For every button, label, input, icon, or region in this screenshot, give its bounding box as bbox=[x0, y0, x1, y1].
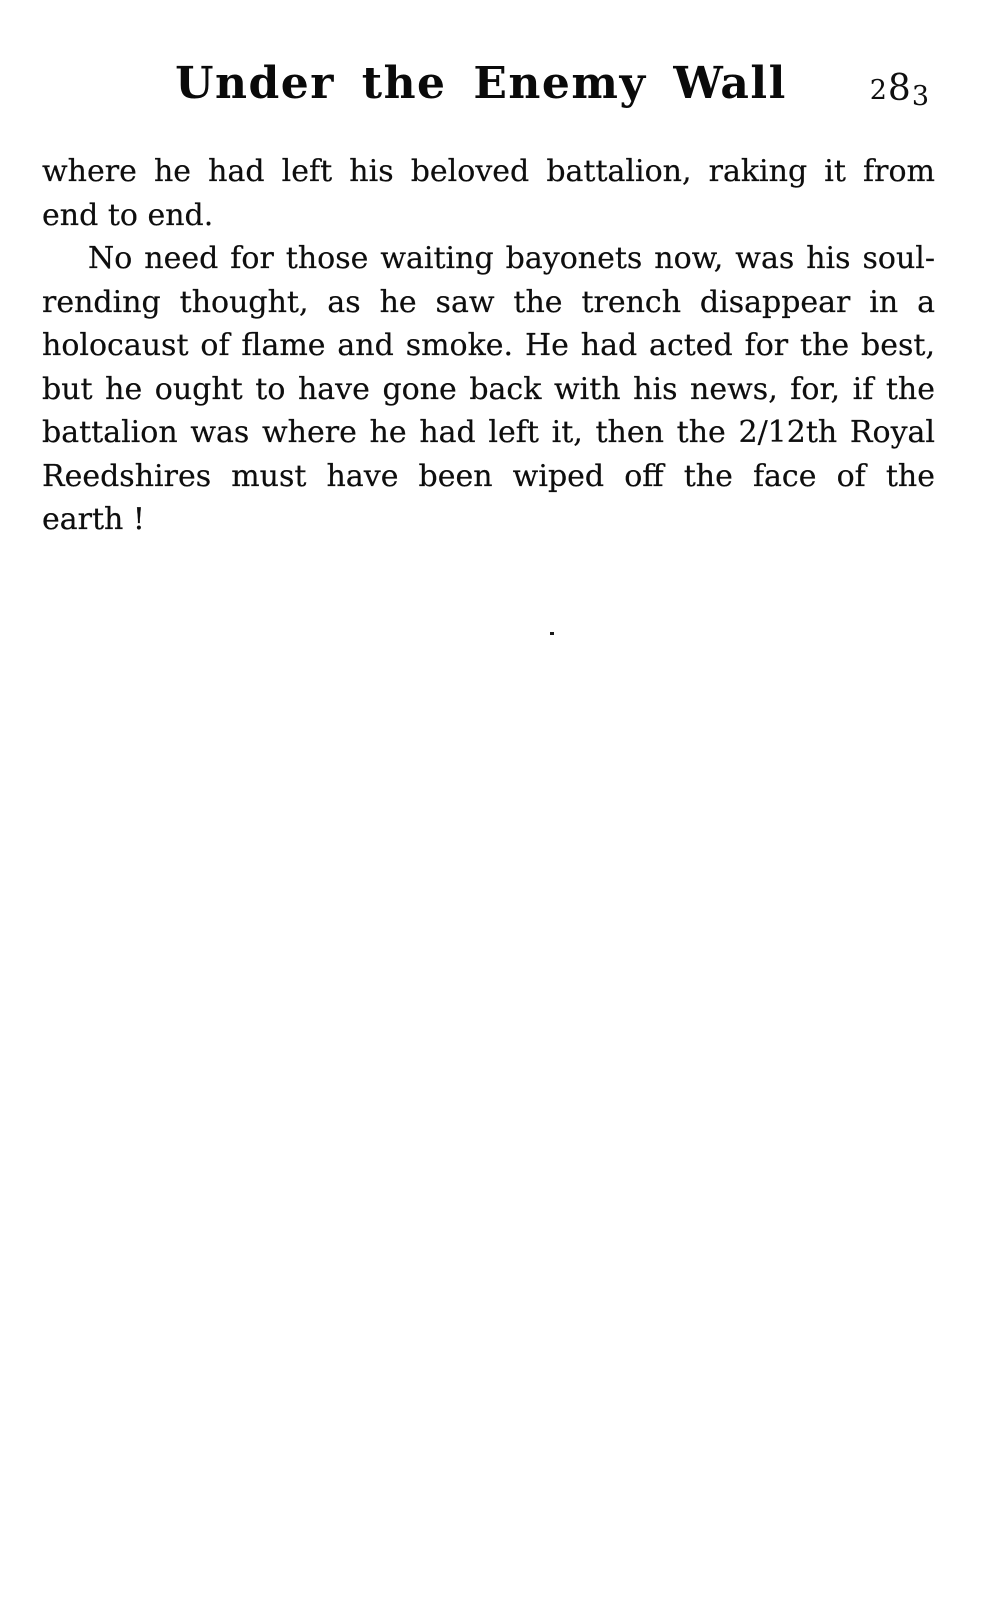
text-line: No need for those waiting bayonets now, was his soul- bbox=[88, 241, 935, 276]
running-head bbox=[0, 58, 1000, 120]
page-number-digit: 3 bbox=[911, 81, 930, 112]
page-number bbox=[869, 68, 930, 112]
text-line: but he ought to have gone back with his news, for, if the bbox=[42, 371, 935, 407]
text-line: where he had left his beloved battalion, raking it from bbox=[42, 154, 935, 189]
text-line: holocaust of flame and smoke. He had acted for the best, bbox=[42, 328, 935, 363]
ink-speck-artifact bbox=[550, 632, 554, 635]
text-line: Reedshires must have been wiped off the face of the bbox=[42, 458, 935, 494]
text-line: battalion was where he had left it, then the 2/12th Royal bbox=[42, 415, 935, 450]
paragraph-1 bbox=[42, 150, 935, 237]
page-number-digit: 8 bbox=[887, 68, 912, 109]
page-header-title: Under the Enemy Wall bbox=[175, 58, 787, 109]
page-number-digit: 2 bbox=[869, 75, 888, 106]
text-line: earth ! bbox=[42, 502, 145, 537]
text-block bbox=[42, 150, 935, 542]
text-line: rending thought, as he saw the trench disappear in a bbox=[42, 284, 935, 320]
text-line: end to end. bbox=[42, 197, 214, 233]
paragraph-2 bbox=[42, 237, 935, 542]
